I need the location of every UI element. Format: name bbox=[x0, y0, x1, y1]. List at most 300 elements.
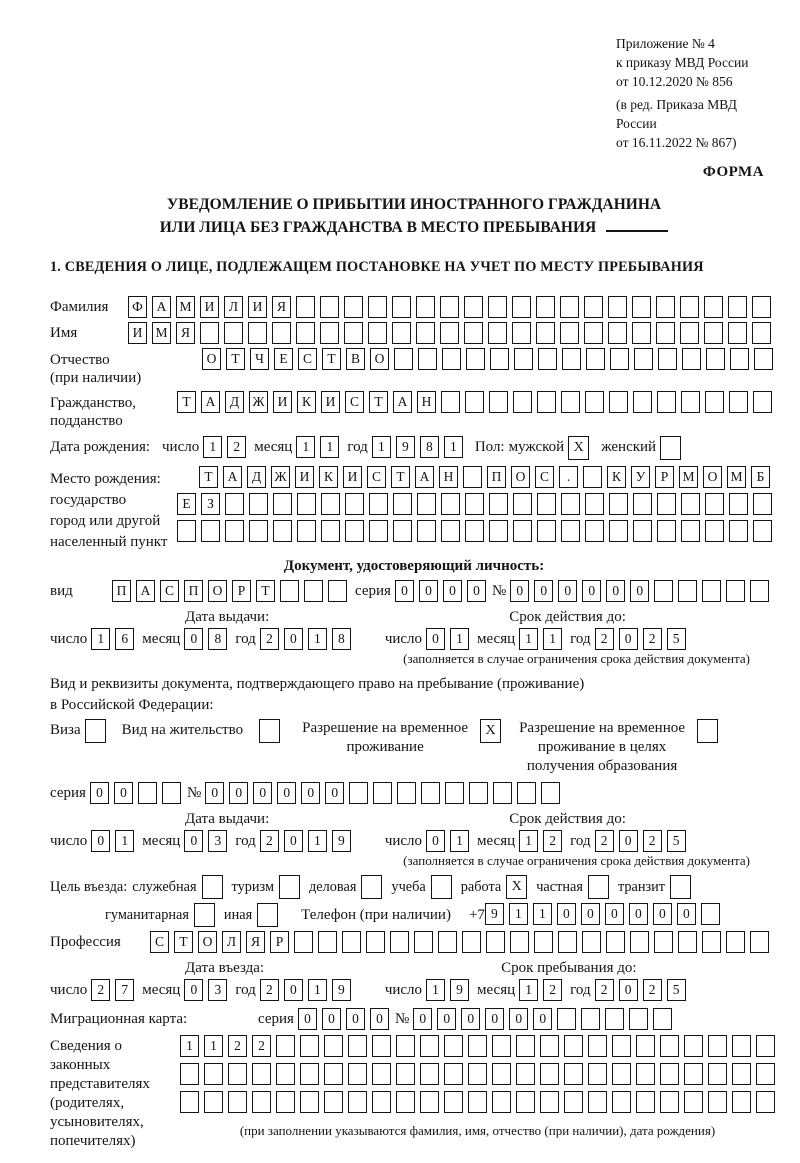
char-cell[interactable] bbox=[756, 1063, 775, 1085]
char-cell[interactable] bbox=[489, 391, 508, 413]
char-cell[interactable] bbox=[249, 493, 268, 515]
purpose-study-checkbox[interactable] bbox=[431, 875, 452, 899]
char-cell[interactable] bbox=[276, 1063, 295, 1085]
char-cell[interactable] bbox=[490, 348, 509, 370]
char-cell[interactable] bbox=[706, 348, 725, 370]
char-cell[interactable]: 2 bbox=[643, 830, 662, 852]
char-cell[interactable] bbox=[465, 493, 484, 515]
char-cell[interactable] bbox=[321, 493, 340, 515]
char-cell[interactable] bbox=[464, 322, 483, 344]
char-cell[interactable]: 0 bbox=[426, 830, 445, 852]
purpose-tourism-checkbox[interactable] bbox=[279, 875, 300, 899]
char-cell[interactable] bbox=[656, 296, 675, 318]
char-cell[interactable] bbox=[486, 931, 505, 953]
char-cell[interactable] bbox=[345, 520, 364, 542]
char-cell[interactable] bbox=[705, 493, 724, 515]
char-cell[interactable]: 9 bbox=[485, 903, 504, 925]
char-cell[interactable] bbox=[344, 296, 363, 318]
char-cell[interactable] bbox=[392, 322, 411, 344]
char-cell[interactable]: 1 bbox=[519, 979, 538, 1001]
char-cell[interactable] bbox=[417, 493, 436, 515]
char-cell[interactable] bbox=[636, 1035, 655, 1057]
char-cell[interactable] bbox=[753, 520, 772, 542]
char-cell[interactable]: 2 bbox=[595, 830, 614, 852]
char-cell[interactable]: 2 bbox=[91, 979, 110, 1001]
char-cell[interactable] bbox=[708, 1035, 727, 1057]
char-cell[interactable] bbox=[681, 493, 700, 515]
char-cell[interactable] bbox=[660, 1063, 679, 1085]
char-cell[interactable] bbox=[421, 782, 440, 804]
char-cell[interactable] bbox=[537, 493, 556, 515]
char-cell[interactable] bbox=[585, 520, 604, 542]
char-cell[interactable]: 0 bbox=[205, 782, 224, 804]
char-cell[interactable]: Ж bbox=[249, 391, 268, 413]
char-cell[interactable]: 0 bbox=[509, 1008, 528, 1030]
char-cell[interactable] bbox=[586, 348, 605, 370]
char-cell[interactable] bbox=[517, 782, 536, 804]
char-cell[interactable] bbox=[204, 1063, 223, 1085]
char-cell[interactable] bbox=[516, 1091, 535, 1113]
char-cell[interactable]: Т bbox=[391, 466, 410, 488]
char-cell[interactable]: О bbox=[198, 931, 217, 953]
char-cell[interactable] bbox=[512, 322, 531, 344]
char-cell[interactable] bbox=[636, 1063, 655, 1085]
char-cell[interactable]: Л bbox=[224, 296, 243, 318]
char-cell[interactable] bbox=[344, 322, 363, 344]
char-cell[interactable]: 2 bbox=[260, 628, 279, 650]
char-cell[interactable]: С bbox=[160, 580, 179, 602]
char-cell[interactable] bbox=[296, 322, 315, 344]
char-cell[interactable] bbox=[678, 931, 697, 953]
char-cell[interactable] bbox=[393, 520, 412, 542]
char-cell[interactable]: . bbox=[559, 466, 578, 488]
char-cell[interactable]: 2 bbox=[543, 830, 562, 852]
char-cell[interactable]: О bbox=[703, 466, 722, 488]
char-cell[interactable]: Я bbox=[272, 296, 291, 318]
char-cell[interactable] bbox=[228, 1091, 247, 1113]
char-cell[interactable] bbox=[608, 296, 627, 318]
char-cell[interactable] bbox=[516, 1035, 535, 1057]
char-cell[interactable]: 7 bbox=[115, 979, 134, 1001]
char-cell[interactable]: 1 bbox=[450, 628, 469, 650]
visa-checkbox[interactable] bbox=[85, 719, 106, 743]
char-cell[interactable] bbox=[416, 322, 435, 344]
char-cell[interactable]: 1 bbox=[308, 628, 327, 650]
char-cell[interactable] bbox=[348, 1091, 367, 1113]
char-cell[interactable] bbox=[464, 296, 483, 318]
char-cell[interactable] bbox=[420, 1063, 439, 1085]
char-cell[interactable]: Т bbox=[226, 348, 245, 370]
char-cell[interactable]: 9 bbox=[332, 830, 351, 852]
char-cell[interactable]: Р bbox=[655, 466, 674, 488]
char-cell[interactable] bbox=[445, 782, 464, 804]
char-cell[interactable] bbox=[654, 931, 673, 953]
char-cell[interactable] bbox=[750, 931, 769, 953]
char-cell[interactable]: 0 bbox=[284, 979, 303, 1001]
char-cell[interactable]: 0 bbox=[413, 1008, 432, 1030]
char-cell[interactable] bbox=[612, 1091, 631, 1113]
char-cell[interactable]: 0 bbox=[558, 580, 577, 602]
char-cell[interactable]: Д bbox=[247, 466, 266, 488]
char-cell[interactable] bbox=[180, 1063, 199, 1085]
char-cell[interactable] bbox=[732, 1091, 751, 1113]
char-cell[interactable]: 8 bbox=[332, 628, 351, 650]
char-cell[interactable]: О bbox=[208, 580, 227, 602]
char-cell[interactable] bbox=[585, 493, 604, 515]
char-cell[interactable] bbox=[345, 493, 364, 515]
char-cell[interactable] bbox=[629, 1008, 648, 1030]
char-cell[interactable]: 2 bbox=[595, 628, 614, 650]
char-cell[interactable]: 1 bbox=[91, 628, 110, 650]
purpose-humanitarian-checkbox[interactable] bbox=[194, 903, 215, 927]
char-cell[interactable] bbox=[633, 391, 652, 413]
char-cell[interactable] bbox=[321, 520, 340, 542]
char-cell[interactable] bbox=[681, 391, 700, 413]
char-cell[interactable] bbox=[750, 580, 769, 602]
char-cell[interactable]: 0 bbox=[533, 1008, 552, 1030]
char-cell[interactable] bbox=[492, 1063, 511, 1085]
char-cell[interactable] bbox=[564, 1035, 583, 1057]
char-cell[interactable]: 0 bbox=[184, 979, 203, 1001]
char-cell[interactable] bbox=[162, 782, 181, 804]
char-cell[interactable]: И bbox=[128, 322, 147, 344]
char-cell[interactable]: С bbox=[535, 466, 554, 488]
char-cell[interactable] bbox=[610, 348, 629, 370]
char-cell[interactable]: И bbox=[321, 391, 340, 413]
char-cell[interactable]: 1 bbox=[308, 979, 327, 1001]
char-cell[interactable]: 2 bbox=[252, 1035, 271, 1057]
char-cell[interactable] bbox=[252, 1091, 271, 1113]
char-cell[interactable]: К bbox=[319, 466, 338, 488]
char-cell[interactable] bbox=[348, 1063, 367, 1085]
char-cell[interactable] bbox=[416, 296, 435, 318]
char-cell[interactable] bbox=[729, 391, 748, 413]
char-cell[interactable] bbox=[444, 1035, 463, 1057]
char-cell[interactable] bbox=[420, 1035, 439, 1057]
char-cell[interactable] bbox=[660, 1091, 679, 1113]
char-cell[interactable] bbox=[324, 1035, 343, 1057]
char-cell[interactable] bbox=[540, 1091, 559, 1113]
char-cell[interactable] bbox=[632, 322, 651, 344]
purpose-work-checkbox[interactable]: X bbox=[506, 875, 527, 899]
char-cell[interactable] bbox=[730, 348, 749, 370]
char-cell[interactable]: 0 bbox=[467, 580, 486, 602]
char-cell[interactable]: 0 bbox=[90, 782, 109, 804]
char-cell[interactable] bbox=[394, 348, 413, 370]
char-cell[interactable]: 1 bbox=[115, 830, 134, 852]
char-cell[interactable]: Р bbox=[270, 931, 289, 953]
char-cell[interactable] bbox=[201, 520, 220, 542]
char-cell[interactable] bbox=[468, 1063, 487, 1085]
char-cell[interactable] bbox=[585, 391, 604, 413]
char-cell[interactable] bbox=[280, 580, 299, 602]
char-cell[interactable] bbox=[608, 322, 627, 344]
char-cell[interactable]: Т bbox=[322, 348, 341, 370]
char-cell[interactable] bbox=[513, 391, 532, 413]
char-cell[interactable] bbox=[630, 931, 649, 953]
char-cell[interactable] bbox=[756, 1035, 775, 1057]
char-cell[interactable] bbox=[510, 931, 529, 953]
char-cell[interactable]: З bbox=[201, 493, 220, 515]
char-cell[interactable]: 1 bbox=[450, 830, 469, 852]
char-cell[interactable] bbox=[396, 1063, 415, 1085]
char-cell[interactable]: 1 bbox=[296, 436, 315, 458]
char-cell[interactable]: 0 bbox=[581, 903, 600, 925]
char-cell[interactable]: 0 bbox=[114, 782, 133, 804]
char-cell[interactable]: О bbox=[511, 466, 530, 488]
char-cell[interactable] bbox=[440, 322, 459, 344]
char-cell[interactable] bbox=[684, 1063, 703, 1085]
char-cell[interactable]: 0 bbox=[91, 830, 110, 852]
char-cell[interactable]: 0 bbox=[419, 580, 438, 602]
char-cell[interactable] bbox=[705, 520, 724, 542]
char-cell[interactable] bbox=[372, 1091, 391, 1113]
char-cell[interactable] bbox=[493, 782, 512, 804]
char-cell[interactable] bbox=[564, 1063, 583, 1085]
char-cell[interactable]: С bbox=[298, 348, 317, 370]
char-cell[interactable]: Б bbox=[751, 466, 770, 488]
char-cell[interactable] bbox=[632, 296, 651, 318]
char-cell[interactable] bbox=[754, 348, 773, 370]
char-cell[interactable]: 0 bbox=[277, 782, 296, 804]
char-cell[interactable] bbox=[537, 391, 556, 413]
char-cell[interactable] bbox=[349, 782, 368, 804]
char-cell[interactable]: 2 bbox=[228, 1035, 247, 1057]
char-cell[interactable]: 3 bbox=[208, 979, 227, 1001]
char-cell[interactable] bbox=[536, 296, 555, 318]
char-cell[interactable] bbox=[465, 391, 484, 413]
char-cell[interactable]: Ф bbox=[128, 296, 147, 318]
char-cell[interactable] bbox=[513, 493, 532, 515]
char-cell[interactable] bbox=[418, 348, 437, 370]
char-cell[interactable]: 0 bbox=[370, 1008, 389, 1030]
char-cell[interactable] bbox=[678, 580, 697, 602]
char-cell[interactable] bbox=[581, 1008, 600, 1030]
char-cell[interactable] bbox=[540, 1035, 559, 1057]
char-cell[interactable] bbox=[396, 1091, 415, 1113]
char-cell[interactable]: 0 bbox=[443, 580, 462, 602]
char-cell[interactable]: 0 bbox=[322, 1008, 341, 1030]
char-cell[interactable] bbox=[704, 296, 723, 318]
char-cell[interactable] bbox=[702, 931, 721, 953]
char-cell[interactable]: М bbox=[152, 322, 171, 344]
char-cell[interactable] bbox=[729, 520, 748, 542]
char-cell[interactable]: 2 bbox=[260, 979, 279, 1001]
char-cell[interactable] bbox=[444, 1091, 463, 1113]
char-cell[interactable]: Н bbox=[439, 466, 458, 488]
char-cell[interactable] bbox=[654, 580, 673, 602]
char-cell[interactable]: 5 bbox=[667, 830, 686, 852]
char-cell[interactable] bbox=[557, 1008, 576, 1030]
char-cell[interactable] bbox=[752, 296, 771, 318]
purpose-private-checkbox[interactable] bbox=[588, 875, 609, 899]
char-cell[interactable] bbox=[701, 903, 720, 925]
char-cell[interactable]: Т bbox=[177, 391, 196, 413]
char-cell[interactable] bbox=[328, 580, 347, 602]
char-cell[interactable] bbox=[372, 1063, 391, 1085]
char-cell[interactable] bbox=[564, 1091, 583, 1113]
char-cell[interactable]: П bbox=[487, 466, 506, 488]
char-cell[interactable] bbox=[324, 1063, 343, 1085]
char-cell[interactable] bbox=[397, 782, 416, 804]
char-cell[interactable] bbox=[609, 391, 628, 413]
char-cell[interactable] bbox=[752, 322, 771, 344]
char-cell[interactable]: 1 bbox=[204, 1035, 223, 1057]
char-cell[interactable]: М bbox=[679, 466, 698, 488]
char-cell[interactable]: 0 bbox=[630, 580, 649, 602]
char-cell[interactable] bbox=[582, 931, 601, 953]
char-cell[interactable]: А bbox=[201, 391, 220, 413]
char-cell[interactable] bbox=[224, 322, 243, 344]
char-cell[interactable] bbox=[492, 1091, 511, 1113]
char-cell[interactable] bbox=[300, 1035, 319, 1057]
char-cell[interactable] bbox=[324, 1091, 343, 1113]
residence-permit-checkbox[interactable] bbox=[259, 719, 280, 743]
purpose-other-checkbox[interactable] bbox=[257, 903, 278, 927]
char-cell[interactable]: А bbox=[136, 580, 155, 602]
char-cell[interactable]: 9 bbox=[396, 436, 415, 458]
char-cell[interactable]: 0 bbox=[395, 580, 414, 602]
char-cell[interactable]: 0 bbox=[582, 580, 601, 602]
char-cell[interactable] bbox=[704, 322, 723, 344]
char-cell[interactable]: И bbox=[343, 466, 362, 488]
char-cell[interactable]: 1 bbox=[308, 830, 327, 852]
char-cell[interactable] bbox=[682, 348, 701, 370]
char-cell[interactable]: М bbox=[727, 466, 746, 488]
char-cell[interactable] bbox=[368, 322, 387, 344]
char-cell[interactable] bbox=[753, 493, 772, 515]
char-cell[interactable] bbox=[561, 493, 580, 515]
temp-residence-checkbox[interactable]: X bbox=[480, 719, 501, 743]
char-cell[interactable]: 2 bbox=[260, 830, 279, 852]
char-cell[interactable] bbox=[488, 296, 507, 318]
char-cell[interactable] bbox=[708, 1063, 727, 1085]
char-cell[interactable]: 0 bbox=[253, 782, 272, 804]
char-cell[interactable]: 8 bbox=[208, 628, 227, 650]
char-cell[interactable] bbox=[541, 782, 560, 804]
char-cell[interactable]: 0 bbox=[461, 1008, 480, 1030]
char-cell[interactable]: Т bbox=[256, 580, 275, 602]
char-cell[interactable]: П bbox=[112, 580, 131, 602]
char-cell[interactable]: 1 bbox=[180, 1035, 199, 1057]
char-cell[interactable]: Л bbox=[222, 931, 241, 953]
char-cell[interactable] bbox=[726, 931, 745, 953]
char-cell[interactable] bbox=[180, 1091, 199, 1113]
char-cell[interactable] bbox=[732, 1035, 751, 1057]
char-cell[interactable] bbox=[248, 322, 267, 344]
char-cell[interactable]: 8 bbox=[420, 436, 439, 458]
char-cell[interactable]: 9 bbox=[450, 979, 469, 1001]
char-cell[interactable] bbox=[705, 391, 724, 413]
char-cell[interactable] bbox=[488, 322, 507, 344]
char-cell[interactable]: 9 bbox=[332, 979, 351, 1001]
char-cell[interactable] bbox=[588, 1063, 607, 1085]
char-cell[interactable] bbox=[228, 1063, 247, 1085]
char-cell[interactable]: 0 bbox=[485, 1008, 504, 1030]
char-cell[interactable] bbox=[300, 1063, 319, 1085]
char-cell[interactable] bbox=[588, 1035, 607, 1057]
char-cell[interactable] bbox=[729, 493, 748, 515]
char-cell[interactable]: М bbox=[176, 296, 195, 318]
char-cell[interactable] bbox=[304, 580, 323, 602]
char-cell[interactable]: 0 bbox=[619, 830, 638, 852]
char-cell[interactable]: Т bbox=[174, 931, 193, 953]
char-cell[interactable] bbox=[177, 520, 196, 542]
char-cell[interactable] bbox=[560, 322, 579, 344]
char-cell[interactable] bbox=[489, 520, 508, 542]
char-cell[interactable]: А bbox=[223, 466, 242, 488]
char-cell[interactable]: С bbox=[367, 466, 386, 488]
char-cell[interactable]: С bbox=[150, 931, 169, 953]
char-cell[interactable]: И bbox=[200, 296, 219, 318]
char-cell[interactable] bbox=[225, 493, 244, 515]
char-cell[interactable] bbox=[372, 1035, 391, 1057]
char-cell[interactable]: О bbox=[370, 348, 389, 370]
char-cell[interactable]: 1 bbox=[519, 830, 538, 852]
char-cell[interactable] bbox=[417, 520, 436, 542]
char-cell[interactable]: 5 bbox=[667, 979, 686, 1001]
char-cell[interactable]: 0 bbox=[229, 782, 248, 804]
char-cell[interactable]: 0 bbox=[298, 1008, 317, 1030]
char-cell[interactable]: К bbox=[297, 391, 316, 413]
char-cell[interactable] bbox=[612, 1063, 631, 1085]
char-cell[interactable] bbox=[465, 520, 484, 542]
char-cell[interactable] bbox=[297, 493, 316, 515]
char-cell[interactable] bbox=[588, 1091, 607, 1113]
char-cell[interactable] bbox=[560, 296, 579, 318]
temp-residence-edu-checkbox[interactable] bbox=[697, 719, 718, 743]
char-cell[interactable] bbox=[276, 1091, 295, 1113]
female-checkbox[interactable] bbox=[660, 436, 681, 460]
char-cell[interactable] bbox=[732, 1063, 751, 1085]
char-cell[interactable]: И bbox=[295, 466, 314, 488]
char-cell[interactable] bbox=[368, 296, 387, 318]
char-cell[interactable] bbox=[396, 1035, 415, 1057]
char-cell[interactable]: 1 bbox=[533, 903, 552, 925]
char-cell[interactable]: 0 bbox=[184, 830, 203, 852]
char-cell[interactable] bbox=[369, 493, 388, 515]
char-cell[interactable] bbox=[252, 1063, 271, 1085]
char-cell[interactable] bbox=[225, 520, 244, 542]
char-cell[interactable] bbox=[605, 1008, 624, 1030]
char-cell[interactable] bbox=[562, 348, 581, 370]
char-cell[interactable]: 0 bbox=[284, 830, 303, 852]
char-cell[interactable] bbox=[609, 493, 628, 515]
char-cell[interactable]: А bbox=[415, 466, 434, 488]
char-cell[interactable] bbox=[463, 466, 482, 488]
char-cell[interactable] bbox=[441, 520, 460, 542]
char-cell[interactable] bbox=[708, 1091, 727, 1113]
char-cell[interactable] bbox=[514, 348, 533, 370]
char-cell[interactable] bbox=[296, 296, 315, 318]
char-cell[interactable] bbox=[366, 931, 385, 953]
char-cell[interactable] bbox=[468, 1091, 487, 1113]
char-cell[interactable]: Н bbox=[417, 391, 436, 413]
char-cell[interactable] bbox=[272, 322, 291, 344]
char-cell[interactable] bbox=[276, 1035, 295, 1057]
char-cell[interactable]: 1 bbox=[426, 979, 445, 1001]
char-cell[interactable] bbox=[653, 1008, 672, 1030]
char-cell[interactable]: У bbox=[631, 466, 650, 488]
purpose-transit-checkbox[interactable] bbox=[670, 875, 691, 899]
purpose-business-checkbox[interactable] bbox=[361, 875, 382, 899]
char-cell[interactable]: 0 bbox=[184, 628, 203, 650]
char-cell[interactable] bbox=[516, 1063, 535, 1085]
char-cell[interactable] bbox=[393, 493, 412, 515]
char-cell[interactable] bbox=[609, 520, 628, 542]
char-cell[interactable]: К bbox=[607, 466, 626, 488]
char-cell[interactable] bbox=[462, 931, 481, 953]
